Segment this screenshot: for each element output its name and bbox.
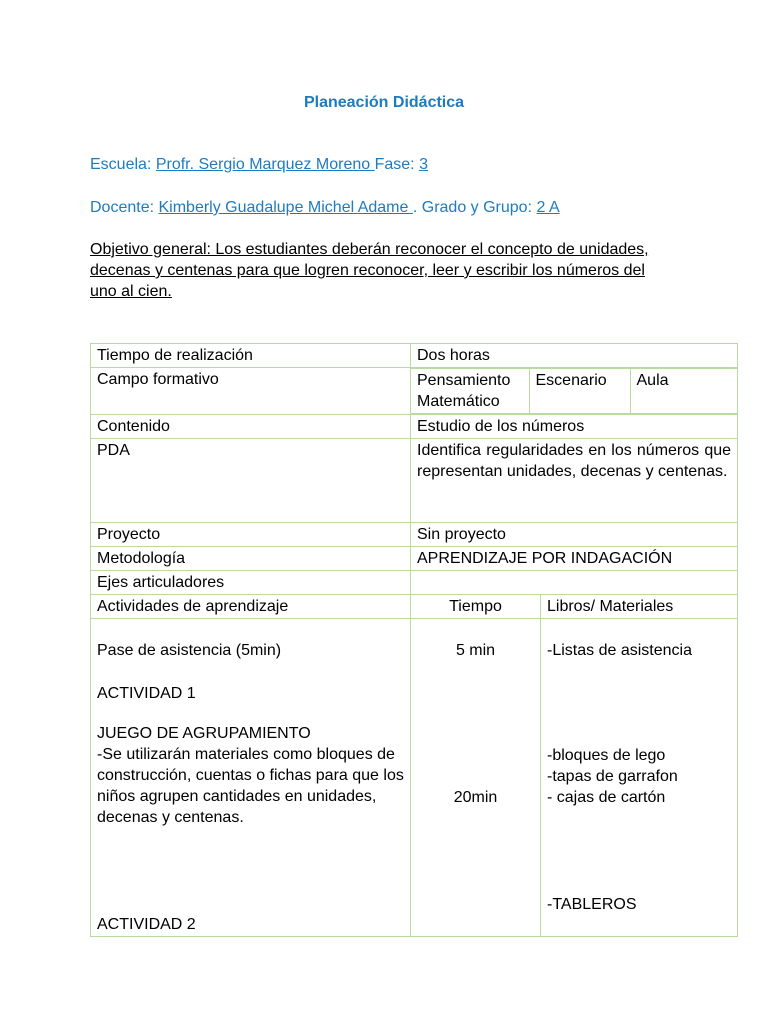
objetivo-general: Objetivo general: Los estudiantes deberán reconocer el concepto de unidades, decenas y centenas para que logren reconocer, leer y escribir los números del uno al cien. bbox=[90, 241, 649, 300]
grado-label: . Grado y Grupo: bbox=[412, 199, 533, 216]
proyecto-value: Sin proyecto bbox=[411, 523, 738, 547]
escuela-label: Escuela: bbox=[90, 156, 152, 173]
pda-value: Identifica regularidades en los números que representan unidades, decenas y centenas. bbox=[411, 439, 738, 523]
campo-formativo-cell bbox=[411, 368, 738, 415]
pda-label: PDA bbox=[91, 439, 411, 523]
planning-table bbox=[90, 343, 738, 937]
juego-title: JUEGO DE AGRUPAMIENTO bbox=[97, 725, 311, 742]
tiempo-realizacion-label: Tiempo de realización bbox=[91, 344, 411, 368]
pase-material: -Listas de asistencia bbox=[547, 642, 692, 659]
ejes-articuladores-label: Ejes articuladores bbox=[91, 571, 411, 595]
document-title: Planeación Didáctica bbox=[303, 94, 465, 111]
campo-formativo-label: Campo formativo bbox=[91, 368, 411, 415]
ejes-articuladores-value bbox=[411, 571, 738, 595]
metodologia-label: Metodología bbox=[91, 547, 411, 571]
material-item: - cajas de cartón bbox=[547, 789, 666, 806]
docente-label: Docente: bbox=[90, 199, 155, 216]
tiempo-header: Tiempo bbox=[411, 595, 541, 619]
tiempo-cell bbox=[411, 619, 541, 937]
metodologia-value: APRENDIZAJE POR INDAGACIÓN bbox=[411, 547, 738, 571]
escenario-label: Escenario bbox=[529, 369, 630, 414]
escuela-value: Profr. Sergio Marquez Moreno bbox=[155, 156, 375, 173]
tiempo-realizacion-value: Dos horas bbox=[411, 344, 738, 368]
tableros-material: -TABLEROS bbox=[547, 896, 637, 913]
actividades-cell bbox=[91, 619, 411, 937]
material-item: -bloques de lego bbox=[547, 747, 666, 764]
contenido-label: Contenido bbox=[91, 415, 411, 439]
materiales-header: Libros/ Materiales bbox=[541, 595, 738, 619]
escenario-value: Aula bbox=[630, 369, 738, 414]
escuela-line bbox=[90, 156, 428, 174]
juego-tiempo: 20min bbox=[453, 789, 498, 806]
fase-value: 3 bbox=[419, 156, 428, 173]
docente-value: Kimberly Guadalupe Michel Adame bbox=[158, 199, 413, 216]
campo-inner-table bbox=[411, 368, 738, 414]
docente-line bbox=[90, 199, 560, 217]
grado-value: 2 A bbox=[536, 199, 560, 216]
actividad-2-heading: ACTIVIDAD 2 bbox=[97, 916, 196, 933]
contenido-value: Estudio de los números bbox=[411, 415, 738, 439]
material-item: -tapas de garrafon bbox=[547, 768, 678, 785]
campo-formativo-value: Pensamiento Matemático bbox=[411, 369, 529, 414]
pase-tiempo: 5 min bbox=[455, 642, 496, 659]
pase-asistencia: Pase de asistencia (5min) bbox=[97, 642, 282, 659]
actividades-header: Actividades de aprendizaje bbox=[91, 595, 411, 619]
proyecto-label: Proyecto bbox=[91, 523, 411, 547]
juego-description: -Se utilizarán materiales como bloques de construcción, cuentas o fichas para que los niños agrupen cantidades en unidades, decenas y centenas. bbox=[97, 746, 404, 826]
actividad-1-heading: ACTIVIDAD 1 bbox=[97, 685, 196, 702]
fase-label: Fase: bbox=[374, 156, 415, 173]
materiales-cell bbox=[541, 619, 738, 937]
